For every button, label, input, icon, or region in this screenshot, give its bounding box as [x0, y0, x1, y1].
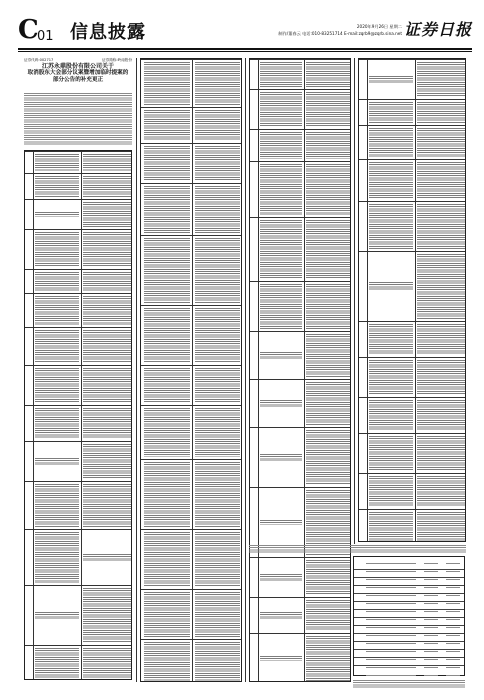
proposal-table	[140, 58, 242, 682]
header-rule	[18, 48, 472, 50]
summary-table	[353, 556, 465, 676]
column-divider	[245, 58, 246, 682]
newspaper-logo: 证券日报	[403, 20, 472, 39]
masthead	[18, 15, 472, 46]
editor-contact: 制作/董春云 电话:010-83251714 E-mail:zqrb9@zqrb.sina.net	[278, 31, 402, 36]
article-body-text	[24, 93, 132, 145]
section-number: 01	[37, 29, 54, 44]
proposal-table	[358, 58, 466, 542]
issue-date: 2020年9月26日 星期二	[356, 24, 402, 29]
header-rule-thin	[18, 51, 472, 52]
closing-paragraph	[353, 680, 465, 688]
article-headline-block	[24, 58, 132, 90]
stock-name: 证券简称:岭南股份	[102, 58, 132, 62]
stock-code: 证券代码:002717	[24, 58, 54, 62]
column-divider	[136, 58, 137, 682]
proposal-table	[249, 58, 351, 682]
section-title: 信息披露	[70, 22, 146, 43]
notice-paragraph	[249, 545, 466, 554]
proposal-table	[24, 150, 132, 680]
section-letter: C	[18, 15, 39, 45]
article-headline: 江苏永鼎股份有限公司关于	[41, 63, 114, 70]
column-divider	[354, 58, 355, 544]
article-headline-line3: 部分公告的补充更正	[52, 77, 104, 83]
article-headline-line2: 取消股东大会部分议案暨增加临时提案的	[27, 70, 129, 76]
